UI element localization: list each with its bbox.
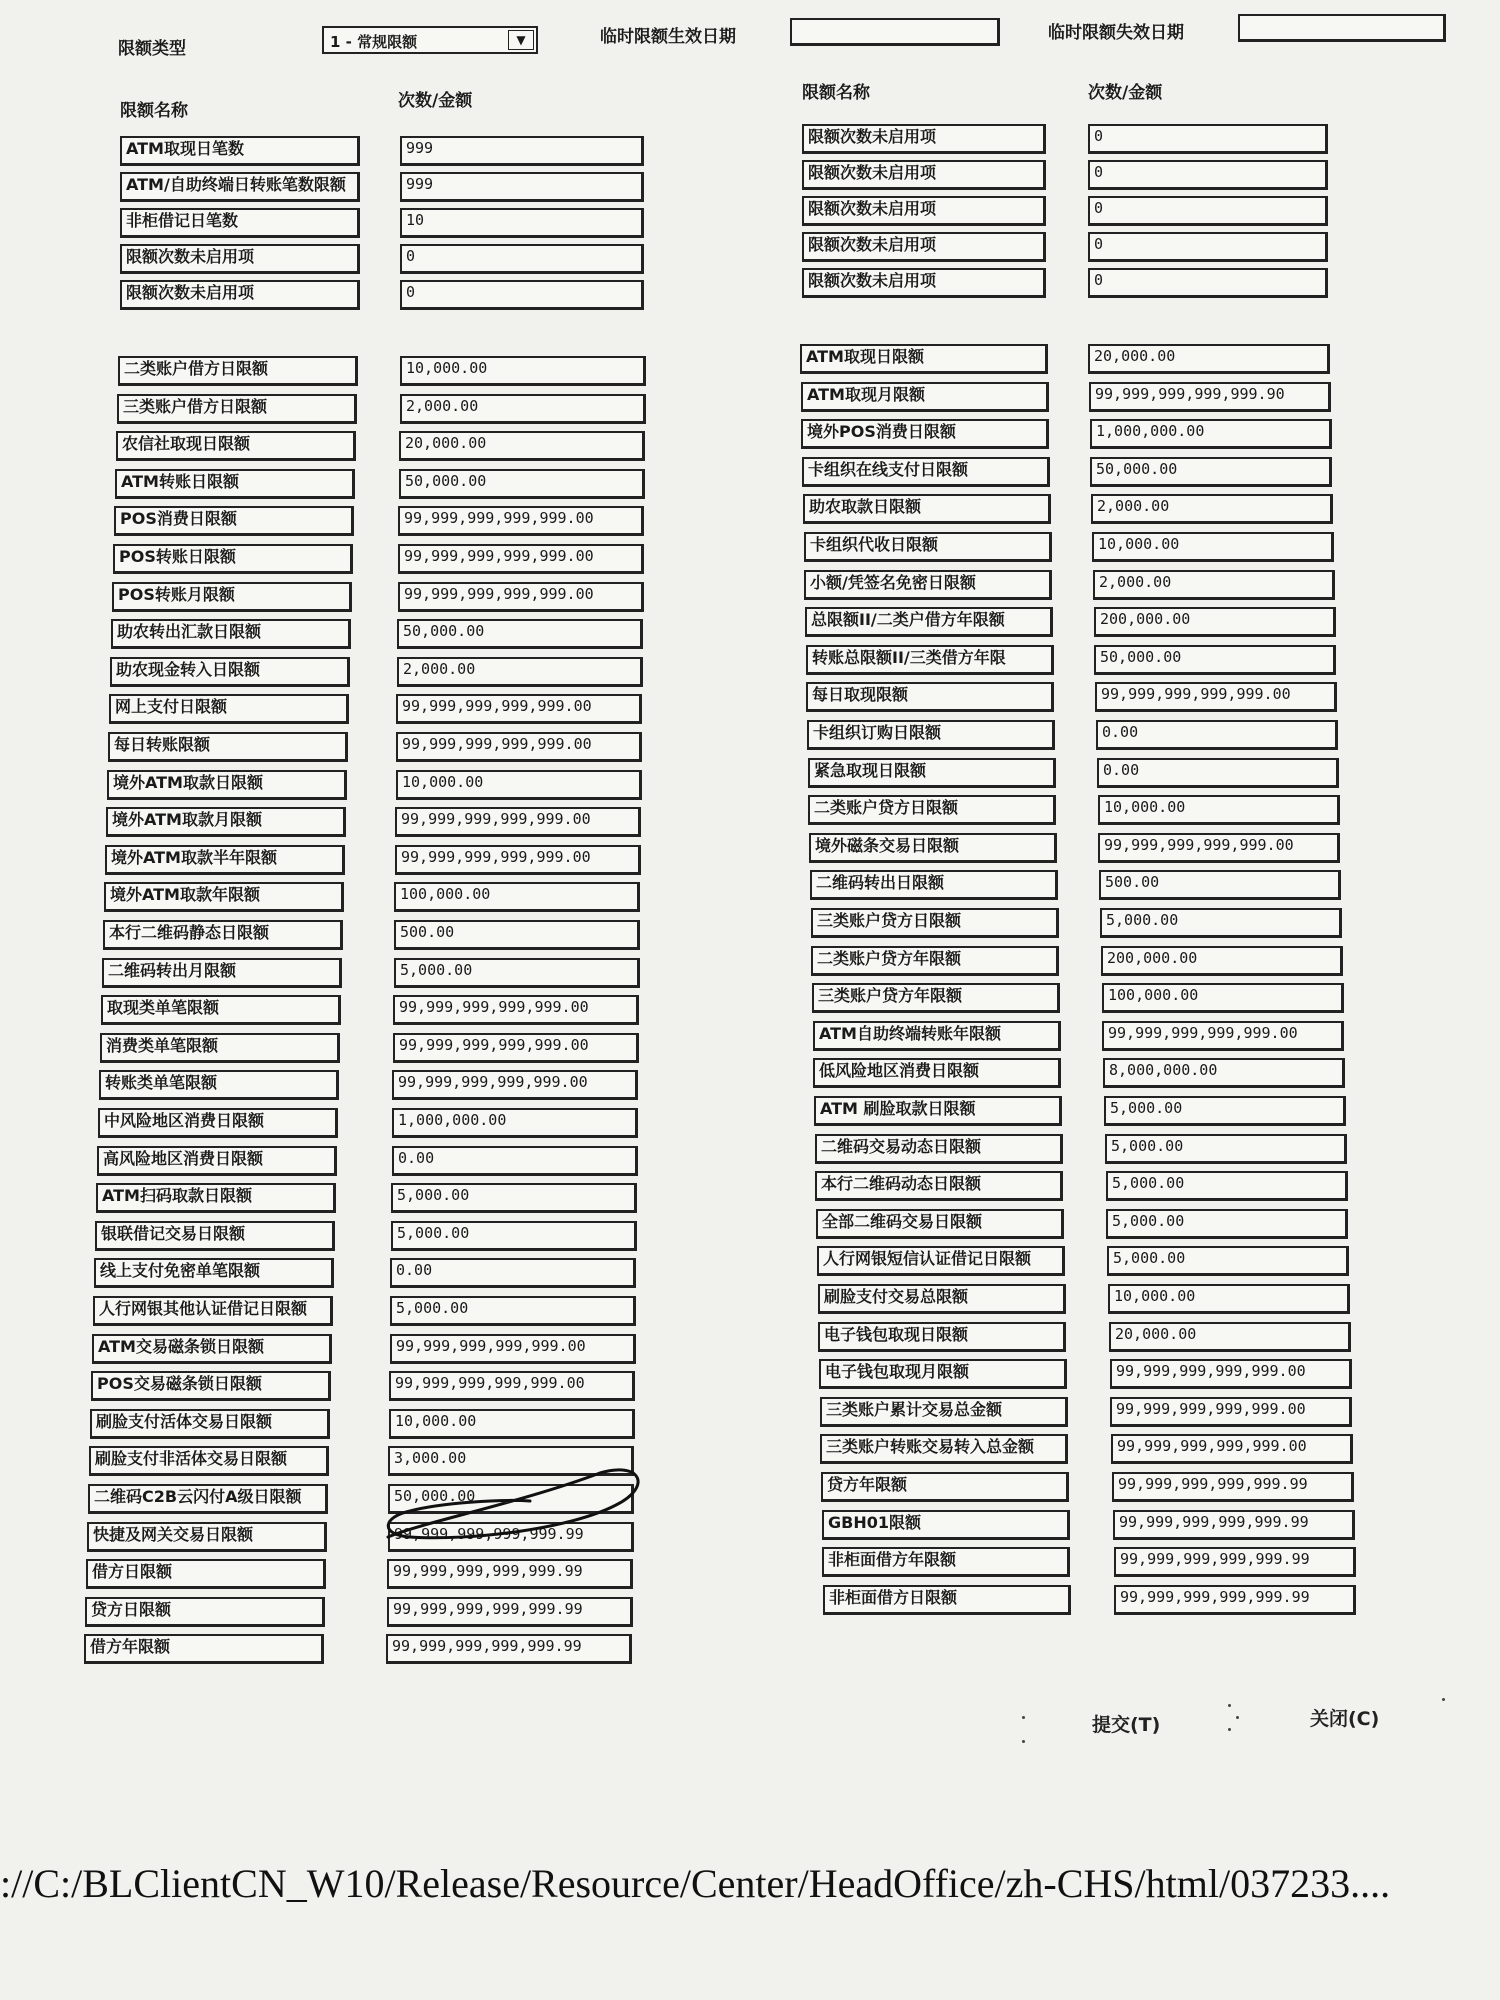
limit-name-label: 人行网银其他认证借记日限额 (93, 1296, 333, 1326)
limit-value-input[interactable]: 99,999,999,999,999.00 (1098, 833, 1340, 863)
limit-name-label: ATM取现日笔数 (120, 136, 360, 166)
limit-name-label: 借方日限额 (86, 1559, 326, 1589)
limit-value-input[interactable]: 99,999,999,999,999.99 (1113, 1510, 1355, 1540)
limit-type-select[interactable] (322, 26, 538, 54)
chevron-down-icon[interactable]: ▼ (508, 30, 534, 50)
pen-circle-mark (380, 1465, 650, 1555)
scan-dot (1228, 1728, 1231, 1731)
limit-name-label: GBH01限额 (822, 1510, 1070, 1540)
limit-value-input[interactable]: 100,000.00 (1102, 983, 1344, 1013)
limit-value-input[interactable]: 1,000,000.00 (392, 1108, 638, 1138)
left-value-header: 次数/金额 (398, 91, 473, 111)
limit-name-label: 限额次数未启用项 (120, 280, 360, 310)
limit-value-input[interactable]: 0.00 (1097, 758, 1339, 788)
limit-name-label: 二类账户借方日限额 (118, 356, 358, 386)
limit-name-label: 三类账户累计交易总金额 (820, 1397, 1068, 1427)
limit-name-label: 刷脸支付活体交易日限额 (90, 1409, 330, 1439)
limit-name-label: 电子钱包取现日限额 (818, 1322, 1066, 1352)
limit-value-input[interactable]: 0 (1088, 160, 1328, 190)
limit-value-input[interactable]: 0.00 (390, 1258, 636, 1288)
limit-name-label: 本行二维码动态日限额 (815, 1171, 1063, 1201)
limit-name-label: 限额次数未启用项 (802, 124, 1046, 154)
limit-value-input[interactable]: 5,000.00 (391, 1183, 637, 1213)
limit-name-label: 二类账户贷方年限额 (811, 946, 1059, 976)
limit-name-label: 卡组织代收日限额 (804, 532, 1052, 562)
scan-dot (1022, 1716, 1025, 1719)
limit-value-input[interactable]: 50,000.00 (399, 469, 645, 499)
limit-value-input[interactable]: 20,000.00 (399, 431, 645, 461)
limit-value-input[interactable]: 99,999,999,999,999.99 (387, 1559, 633, 1589)
limit-type-value: 1 - 常规限额 (330, 33, 418, 51)
limit-value-input[interactable]: 5,000.00 (1107, 1246, 1349, 1276)
limit-value-input[interactable]: 5,000.00 (1105, 1134, 1347, 1164)
limit-value-input[interactable]: 10,000.00 (389, 1409, 635, 1439)
submit-button[interactable]: 提交(T) (1092, 1710, 1160, 1737)
limit-value-input[interactable]: 99,999,999,999,999.00 (1110, 1397, 1352, 1427)
temp-effective-date-input[interactable] (790, 18, 1000, 46)
limit-value-input[interactable]: 5,000.00 (391, 1221, 637, 1251)
limit-value-input[interactable]: 5,000.00 (390, 1296, 636, 1326)
limit-name-label: 助农取款日限额 (803, 494, 1051, 524)
limit-name-label: 高风险地区消费日限额 (97, 1146, 337, 1176)
limit-value-input[interactable]: 10,000.00 (1092, 532, 1334, 562)
limit-name-label: 银联借记交易日限额 (95, 1221, 335, 1251)
limit-value-input[interactable]: 99,999,999,999,999.00 (398, 582, 644, 612)
limit-name-label: 限额次数未启用项 (802, 268, 1046, 298)
limit-value-input[interactable]: 99,999,999,999,999.00 (393, 1033, 639, 1063)
limit-value-input[interactable]: 5,000.00 (1104, 1096, 1346, 1126)
limit-value-input[interactable]: 10,000.00 (1108, 1284, 1350, 1314)
limit-value-input[interactable]: 99,999,999,999,999.00 (396, 694, 642, 724)
limit-name-label: 境外ATM取款日限额 (107, 770, 347, 800)
temp-effective-date-label: 临时限额生效日期 (600, 27, 736, 47)
limit-name-label: 境外POS消费日限额 (801, 419, 1049, 449)
limit-value-input[interactable]: 999 (400, 136, 644, 166)
close-button[interactable]: 关闭(C) (1310, 1704, 1379, 1731)
limit-name-label: 紧急取现日限额 (808, 758, 1056, 788)
left-name-header: 限额名称 (120, 101, 188, 121)
limit-name-label: 刷脸支付非活体交易日限额 (89, 1446, 329, 1476)
limit-name-label: 境外ATM取款年限额 (104, 882, 344, 912)
limit-name-label: 总限额II/二类户借方年限额 (805, 607, 1053, 637)
limit-value-input[interactable]: 99,999,999,999,999.00 (393, 995, 639, 1025)
limit-name-label: ATM 刷脸取款日限额 (814, 1096, 1062, 1126)
limit-value-input[interactable]: 10,000.00 (396, 770, 642, 800)
limit-value-input[interactable]: 99,999,999,999,999.99 (387, 1597, 633, 1627)
limit-name-label: 三类账户贷方日限额 (811, 908, 1059, 938)
limit-type-label: 限额类型 (118, 39, 186, 59)
temp-expiry-date-label: 临时限额失效日期 (1048, 23, 1184, 43)
limit-name-label: 境外磁条交易日限额 (809, 833, 1057, 863)
limit-name-label: 二维码C2B云闪付A级日限额 (88, 1484, 328, 1514)
limit-name-label: 刷脸支付交易总限额 (818, 1284, 1066, 1314)
limit-name-label: 非柜面借方年限额 (822, 1547, 1070, 1577)
limit-value-input[interactable]: 99,999,999,999,999.00 (1102, 1021, 1344, 1051)
limit-value-input[interactable]: 0 (1088, 268, 1328, 298)
limit-value-input[interactable]: 5,000.00 (1100, 908, 1342, 938)
limit-value-input[interactable]: 20,000.00 (1088, 344, 1330, 374)
limit-value-input[interactable]: 5,000.00 (394, 958, 640, 988)
limit-name-label: ATM取现月限额 (801, 382, 1049, 412)
limit-name-label: 每日取现限额 (806, 682, 1054, 712)
limit-value-input[interactable]: 99,999,999,999,999.00 (389, 1371, 635, 1401)
limit-value-input[interactable]: 20,000.00 (1109, 1322, 1351, 1352)
limit-name-label: 本行二维码静态日限额 (103, 920, 343, 950)
limit-name-label: 三类账户借方日限额 (117, 394, 357, 424)
limit-value-input[interactable]: 10 (400, 208, 644, 238)
limit-value-input[interactable]: 8,000,000.00 (1103, 1058, 1345, 1088)
limit-name-label: 非柜借记日笔数 (120, 208, 360, 238)
limit-value-input[interactable]: 1,000,000.00 (1090, 419, 1332, 449)
limit-name-label: 助农转出汇款日限额 (111, 619, 351, 649)
limit-name-label: 限额次数未启用项 (120, 244, 360, 274)
limit-value-input[interactable]: 2,000.00 (400, 394, 646, 424)
limit-value-input[interactable]: 200,000.00 (1101, 946, 1343, 976)
limit-value-input[interactable]: 0 (1088, 196, 1328, 226)
limit-name-label: 助农现金转入日限额 (110, 657, 350, 687)
limit-value-input[interactable]: 2,000.00 (397, 657, 643, 687)
limit-value-input[interactable]: 99,999,999,999,999.00 (392, 1070, 638, 1100)
limit-value-input[interactable]: 0 (400, 280, 644, 310)
limit-name-label: 快捷及网关交易日限额 (87, 1522, 327, 1552)
limit-name-label: 贷方年限额 (821, 1472, 1069, 1502)
limit-value-input[interactable]: 99,999,999,999,999.99 (1114, 1585, 1356, 1615)
limit-value-input[interactable]: 99,999,999,999,999.00 (396, 732, 642, 762)
limit-value-input[interactable]: 10,000.00 (400, 356, 646, 386)
limit-name-label: 线上支付免密单笔限额 (94, 1258, 334, 1288)
limit-value-input[interactable]: 500.00 (1099, 870, 1341, 900)
limit-value-input[interactable]: 50,000.00 (1090, 457, 1332, 487)
scan-dot (1022, 1740, 1025, 1743)
limit-value-input[interactable]: 2,000.00 (1093, 570, 1335, 600)
limit-value-input[interactable]: 500.00 (394, 920, 640, 950)
limit-value-input[interactable]: 0.00 (392, 1146, 638, 1176)
right-value-header: 次数/金额 (1088, 83, 1163, 103)
scan-dot (1442, 1698, 1445, 1701)
limit-name-label: 二维码转出日限额 (810, 870, 1058, 900)
limit-name-label: 限额次数未启用项 (802, 160, 1046, 190)
limit-value-input[interactable]: 999 (400, 172, 644, 202)
limit-name-label: 电子钱包取现月限额 (819, 1359, 1067, 1389)
limit-name-label: POS转账日限额 (113, 544, 353, 574)
limit-name-label: 三类账户贷方年限额 (812, 983, 1060, 1013)
limit-name-label: 转账类单笔限额 (99, 1070, 339, 1100)
limit-name-label: 二类账户贷方日限额 (808, 795, 1056, 825)
limit-value-input[interactable]: 99,999,999,999,999.00 (398, 506, 644, 536)
right-name-header: 限额名称 (802, 83, 870, 103)
limit-value-input[interactable]: 2,000.00 (1091, 494, 1333, 524)
limit-name-label: 卡组织在线支付日限额 (802, 457, 1050, 487)
limit-value-input[interactable]: 99,999,999,999,999.99 (386, 1634, 632, 1664)
limit-value-input[interactable]: 5,000.00 (1106, 1209, 1348, 1239)
limit-name-label: 取现类单笔限额 (101, 995, 341, 1025)
limit-value-input[interactable]: 0.00 (1096, 720, 1338, 750)
scan-dot (1228, 1704, 1231, 1707)
limit-value-input[interactable]: 0 (1088, 232, 1328, 262)
limit-value-input[interactable]: 50,000.00 (1094, 645, 1336, 675)
limit-name-label: 网上支付日限额 (109, 694, 349, 724)
limit-name-label: 限额次数未启用项 (802, 196, 1046, 226)
limit-name-label: 每日转账限额 (108, 732, 348, 762)
limit-value-input[interactable]: 99,999,999,999,999.00 (398, 544, 644, 574)
limit-value-input[interactable]: 200,000.00 (1094, 607, 1336, 637)
limit-value-input[interactable]: 99,999,999,999,999.99 (1114, 1547, 1356, 1577)
limit-value-input[interactable]: 99,999,999,999,999.99 (1112, 1472, 1354, 1502)
limit-value-input[interactable]: 99,999,999,999,999.00 (395, 807, 641, 837)
limit-value-input[interactable]: 99,999,999,999,999.00 (395, 845, 641, 875)
limit-name-label: 境外ATM取款半年限额 (105, 845, 345, 875)
limit-value-input[interactable]: 10,000.00 (1098, 795, 1340, 825)
limit-name-label: POS转账月限额 (112, 582, 352, 612)
limit-name-label: ATM自助终端转账年限额 (813, 1021, 1061, 1051)
limit-name-label: 限额次数未启用项 (802, 232, 1046, 262)
limit-name-label: 二维码交易动态日限额 (815, 1134, 1063, 1164)
limit-value-input[interactable]: 0 (400, 244, 644, 274)
temp-expiry-date-input[interactable] (1238, 14, 1446, 42)
limit-name-label: 农信社取现日限额 (116, 431, 356, 461)
limit-name-label: 消费类单笔限额 (100, 1033, 340, 1063)
limit-value-input[interactable]: 50,000.00 (388, 1484, 634, 1514)
limit-name-label: 低风险地区消费日限额 (813, 1058, 1061, 1088)
limit-name-label: 人行网银短信认证借记日限额 (817, 1246, 1065, 1276)
limit-value-input[interactable]: 99,999,999,999,999.90 (1089, 382, 1331, 412)
limit-name-label: 中风险地区消费日限额 (98, 1108, 338, 1138)
limit-name-label: 二维码转出月限额 (102, 958, 342, 988)
limit-name-label: ATM取现日限额 (800, 344, 1048, 374)
limit-value-input[interactable]: 5,000.00 (1106, 1171, 1348, 1201)
limit-name-label: 卡组织订购日限额 (807, 720, 1055, 750)
limit-name-label: 境外ATM取款月限额 (106, 807, 346, 837)
limit-value-input[interactable]: 3,000.00 (388, 1446, 634, 1476)
scan-dot (1236, 1716, 1239, 1719)
limit-name-label: 借方年限额 (84, 1634, 324, 1664)
limit-name-label: POS消费日限额 (114, 506, 354, 536)
file-path-footer: ://C:/BLClientCN_W10/Release/Resource/Center/HeadOffice/zh-CHS/html/037233.... (0, 1861, 1391, 1906)
limit-name-label: 小额/凭签名免密日限额 (804, 570, 1052, 600)
limit-value-input[interactable]: 100,000.00 (394, 882, 640, 912)
limit-name-label: 全部二维码交易日限额 (816, 1209, 1064, 1239)
limit-value-input[interactable]: 50,000.00 (397, 619, 643, 649)
limit-name-label: ATM扫码取款日限额 (96, 1183, 336, 1213)
limit-name-label: 三类账户转账交易转入总金额 (820, 1434, 1068, 1464)
limit-value-input[interactable]: 0 (1088, 124, 1328, 154)
limit-name-label: POS交易磁条锁日限额 (91, 1371, 331, 1401)
limit-name-label: 非柜面借方日限额 (823, 1585, 1071, 1615)
limit-value-input[interactable]: 99,999,999,999,999.00 (1111, 1434, 1353, 1464)
limit-name-label: ATM转账日限额 (115, 469, 355, 499)
limit-value-input[interactable]: 99,999,999,999,999.99 (388, 1522, 634, 1552)
limit-name-label: ATM交易磁条锁日限额 (92, 1334, 332, 1364)
limit-value-input[interactable]: 99,999,999,999,999.00 (1110, 1359, 1352, 1389)
limit-name-label: ATM/自助终端日转账笔数限额 (120, 172, 360, 202)
limit-value-input[interactable]: 99,999,999,999,999.00 (390, 1334, 636, 1364)
limit-name-label: 转账总限额II/三类借方年限 (806, 645, 1054, 675)
limit-value-input[interactable]: 99,999,999,999,999.00 (1095, 682, 1337, 712)
limit-name-label: 贷方日限额 (85, 1597, 325, 1627)
